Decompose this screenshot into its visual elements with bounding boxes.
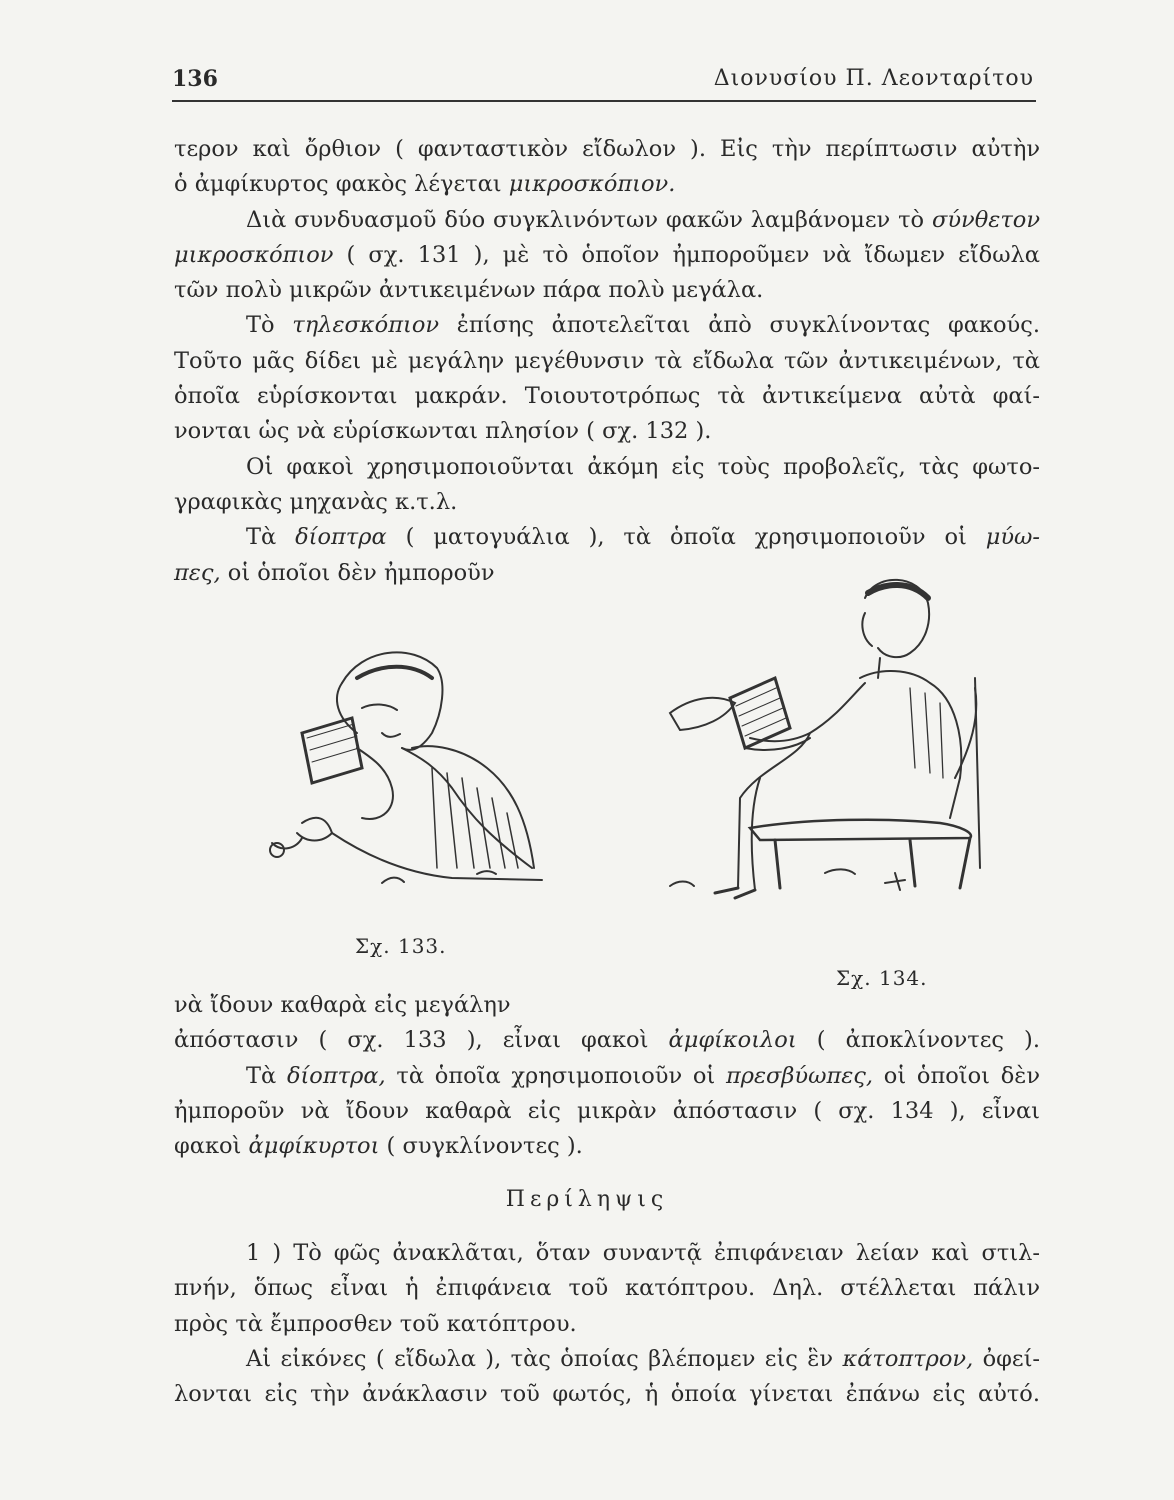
text: λονται εἰς τὴν ἀνάκλασιν τοῦ φωτός, ἡ ὁποία γίνεται ἐπάνω εἰς αὐτό. [174, 1381, 1040, 1408]
text: τῶν πολὺ μικρῶν ἀντικειμένων πάρα πολὺ μεγάλα. [174, 277, 764, 304]
text-block-summary [174, 1236, 1040, 1412]
text: ἐπίσης ἀποτελεῖται ἀπὸ συγκλίνοντας φακούς. [439, 312, 1040, 339]
page-number: 136 [172, 66, 218, 92]
paragraph-line [174, 1059, 1040, 1094]
paragraph-line [174, 379, 1040, 414]
term-spectacles: δίοπτρα [295, 524, 387, 551]
text: πνήν, ὅπως εἶναι ἡ ἐπιφάνεια τοῦ κατόπτρου. Δηλ. στέλλεται πάλιν [174, 1275, 1040, 1302]
text: τερον καὶ ὄρθιον ( φανταστικὸν εἴδωλον ). Εἰς τὴν περίπτωσιν αὐτὴν [174, 136, 1040, 162]
figure-134-illustration [610, 568, 1060, 908]
text: ( συγκλίνοντες ). [379, 1133, 583, 1160]
term-microscope: μικροσκόπιον. [508, 171, 676, 198]
paragraph-line [174, 344, 1040, 379]
term-myopes-2: πες, [174, 559, 221, 586]
term-microscope-2: μικροσκόπιον [174, 241, 334, 268]
text: νὰ ἴδουν καθαρὰ εἰς μεγάλην [174, 992, 511, 1018]
paragraph-line [174, 1129, 1040, 1164]
text: Τὰ [246, 1062, 287, 1089]
paragraph-line [174, 273, 1040, 308]
term-presbyopes: πρεσβύωπες, [725, 1062, 874, 1089]
text: οἱ ὁποῖοι δὲν [873, 1062, 1040, 1089]
text: φακοὶ [174, 1133, 249, 1160]
figure-133 [262, 638, 552, 958]
figure-133-caption: Σχ. 133. [355, 934, 447, 958]
paragraph-line [174, 308, 1040, 343]
paragraph-line [174, 1271, 1040, 1306]
paragraph-line [174, 414, 1040, 449]
running-title: Διονυσίου Π. Λεονταρίτου [713, 66, 1034, 91]
paragraph-line [174, 1377, 1040, 1412]
text: Τὰ [246, 524, 296, 551]
paragraph-line [174, 238, 1040, 273]
paragraph-line [174, 1023, 1040, 1058]
text: Οἱ φακοὶ χρησιμοποιοῦνται ἀκόμη εἰς τοὺς προβολεῖς, τὰς φωτο- [246, 453, 1040, 480]
term-telescope: τηλεσκόπιον [292, 312, 440, 339]
term-compound: σύνθετον [931, 206, 1040, 233]
figure-133-illustration [262, 638, 552, 898]
text-block-middle [174, 988, 1040, 1164]
text: Τοῦτο μᾶς δίδει μὲ μεγάλην μεγέθυνσιν τὰ εἴδωλα τῶν ἀντικειμένων, τὰ [174, 347, 1040, 374]
text: γραφικὰς μηχανὰς κ.τ.λ. [174, 488, 458, 515]
page-header [172, 62, 1034, 102]
paragraph-line [174, 485, 1040, 520]
text: τὰ ὁποῖα χρησιμοποιοῦν οἱ [385, 1062, 726, 1089]
text: Τὸ [246, 312, 293, 339]
paragraph-line [174, 1307, 1040, 1342]
text: ( ἀποκλίνοντες ). [796, 1027, 1040, 1054]
text-block-top [174, 132, 1040, 591]
figure-134-caption: Σχ. 134. [836, 966, 928, 990]
text: ὁποῖα εὑρίσκονται μακράν. Τοιουτοτρόπως τὰ ἀντικείμενα αὐτὰ φαί- [174, 383, 1040, 410]
paragraph-line [174, 450, 1040, 485]
paragraph-line [174, 1094, 1040, 1129]
text: πρὸς τὰ ἔμπροσθεν τοῦ κατόπτρου. [174, 1310, 577, 1337]
text: ἠμποροῦν νὰ ἴδουν καθαρὰ εἰς μικρὰν ἀπόστασιν ( σχ. 134 ), εἶναι [174, 1097, 1040, 1124]
term-mirror: κάτοπτρον, [842, 1345, 974, 1372]
paragraph-line [174, 203, 1040, 238]
text: Αἱ εἰκόνες ( εἴδωλα ), τὰς ὁποίας βλέπομεν εἰς ἓν [246, 1345, 843, 1372]
figure-134 [610, 568, 1060, 990]
paragraph-line [174, 520, 1040, 555]
paragraph-line [174, 132, 1040, 167]
term-spectacles-2: δίοπτρα, [286, 1062, 386, 1089]
text: ὁ ἀμφίκυρτος φακὸς λέγεται [174, 171, 509, 198]
text: ἀπόστασιν ( σχ. 133 ), εἶναι φακοὶ [174, 1027, 669, 1054]
text: Διὰ συνδυασμοῦ δύο συγκλινόντων φακῶν λαμβάνομεν τὸ [246, 206, 932, 233]
text: νονται ὡς νὰ εὑρίσκωνται πλησίον ( σχ. 132 ). [174, 418, 712, 445]
text: 1 ) Τὸ φῶς ἀνακλᾶται, ὅταν συναντᾷ ἐπιφάνειαν λείαν καὶ στιλ- [246, 1240, 1040, 1266]
header-rule [172, 100, 1036, 102]
paragraph-line [174, 1236, 1040, 1271]
term-myopes: μύω- [985, 524, 1040, 551]
text: οἱ ὁποῖοι δὲν ἠμποροῦν [220, 559, 495, 586]
summary-title: Περίληψις [505, 1187, 669, 1212]
paragraph-line [174, 988, 1040, 1023]
paragraph-line [174, 1342, 1040, 1377]
text: ( ματογυάλια ), τὰ ὁποῖα χρησιμοποιοῦν οἱ [386, 524, 986, 551]
paragraph-line [174, 167, 1040, 202]
text: ( σχ. 131 ), μὲ τὸ ὁποῖον ἠμποροῦμεν νὰ ἴδωμεν εἴδωλα [333, 241, 1040, 268]
term-biconcave: ἀμφίκοιλοι [668, 1027, 797, 1054]
text: ὀφεί- [973, 1345, 1041, 1372]
term-biconvex: ἀμφίκυρτοι [248, 1133, 380, 1160]
